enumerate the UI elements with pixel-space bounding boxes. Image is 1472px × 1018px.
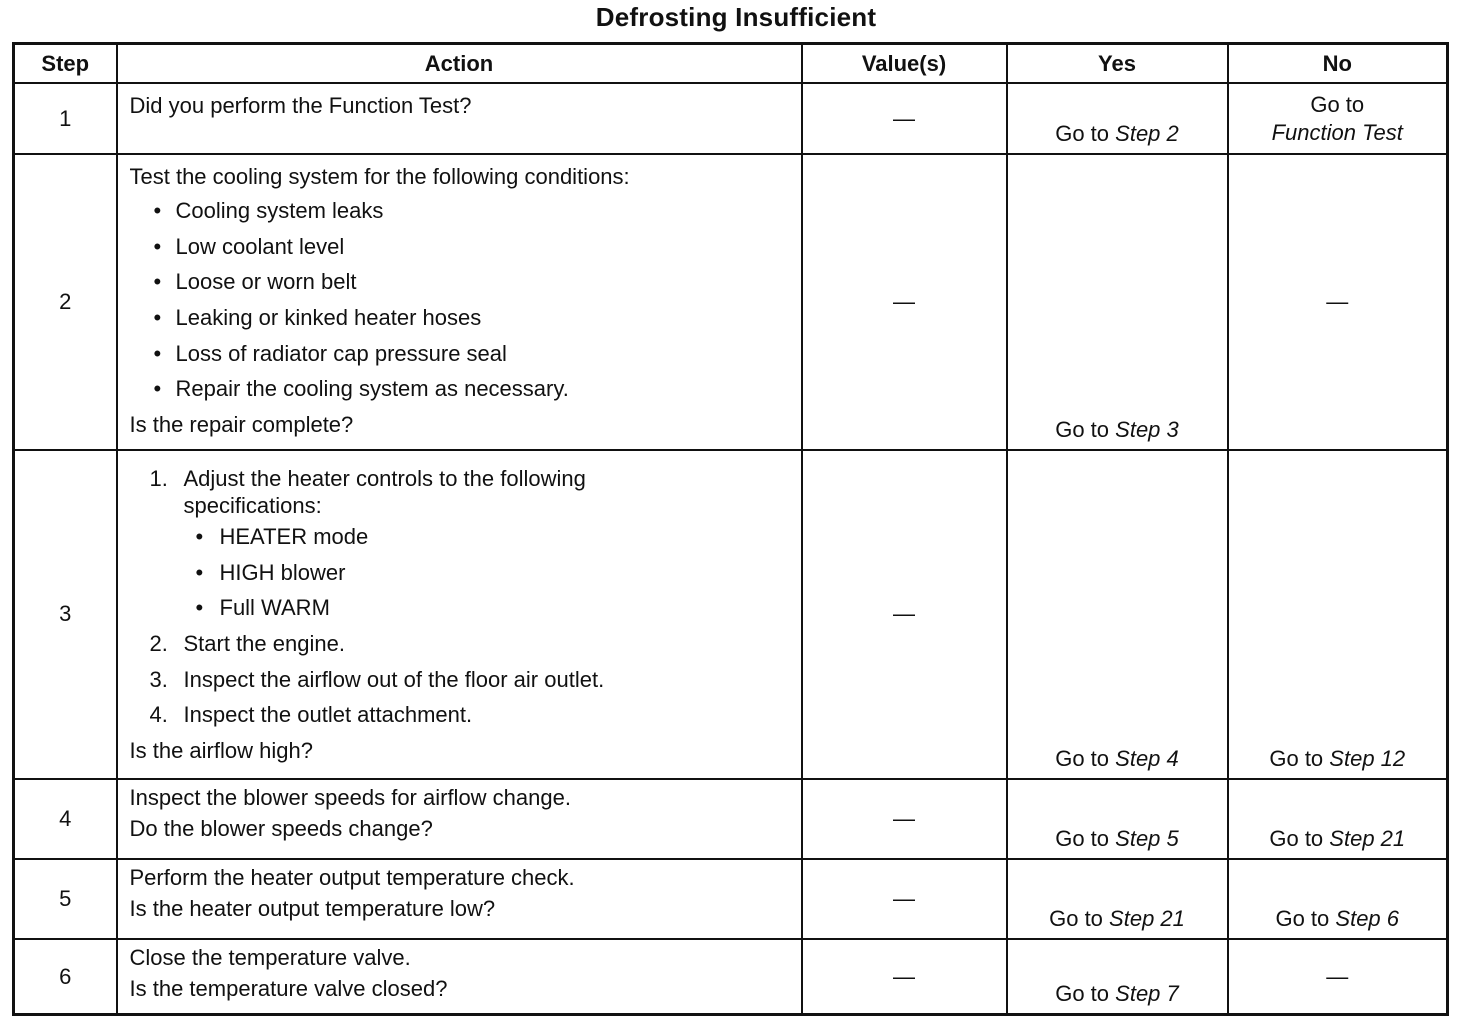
go-to-text: Go to [1055, 121, 1110, 146]
go-to-text: Go to [1310, 92, 1365, 117]
yes-cell [1007, 83, 1228, 154]
go-to-text: Go to [1055, 825, 1110, 851]
sub-bullet-item: • Full WARM [195, 595, 330, 621]
no-cell: — [1228, 939, 1448, 1015]
step-number: 2 [14, 154, 117, 450]
no-cell [1228, 83, 1448, 154]
sub-bullet-item: • HEATER mode [195, 523, 369, 549]
yes-cell [1007, 939, 1228, 1015]
no-step-link: Step 6 [1335, 905, 1400, 931]
go-to-text: Go to [1049, 905, 1103, 931]
go-to-text: Go to [1275, 905, 1330, 931]
action-text: Inspect the blower speeds for airflow change. [129, 784, 571, 810]
action-cell [117, 154, 802, 450]
go-to-text: Go to [1055, 416, 1110, 442]
action-cell [117, 859, 802, 939]
bullet-item: • Cooling system leaks [153, 198, 384, 223]
bullet-item: • Repair the cooling system as necessary. [153, 376, 569, 402]
numbered-item-continuation: specifications: [183, 492, 322, 518]
value-cell: — [802, 154, 1007, 450]
yes-step-link: Step 4 [1115, 745, 1179, 771]
no-cell [1228, 779, 1448, 859]
step-number: 6 [14, 939, 117, 1015]
action-cell [117, 450, 802, 779]
action-cell [117, 779, 802, 859]
question-text: Is the heater output temperature low? [129, 895, 496, 921]
yes-step-link: Step 3 [1115, 416, 1179, 442]
action-text: Close the temperature valve. [129, 944, 411, 970]
value-cell: — [802, 450, 1007, 779]
question-text: Is the temperature valve closed? [129, 975, 448, 1001]
go-to-text: Go to [1055, 981, 1110, 1007]
bullet-item: • Loose or worn belt [153, 269, 357, 295]
action-cell [117, 83, 802, 154]
no-step-link: Function Test [1271, 120, 1403, 145]
table-row [14, 939, 1448, 1015]
col-header-yes: Yes [1007, 44, 1228, 84]
diagnostic-table [12, 42, 1449, 1016]
col-header-no: No [1228, 44, 1448, 84]
table-row [14, 859, 1448, 939]
action-text: Perform the heater output temperature check. [129, 864, 575, 890]
yes-step-link: Step 7 [1115, 981, 1179, 1007]
question-text: Do the blower speeds change? [129, 815, 433, 841]
yes-cell [1007, 450, 1228, 779]
go-to-text: Go to [1269, 825, 1324, 851]
step-number: 4 [14, 779, 117, 859]
yes-cell [1007, 154, 1228, 450]
no-cell [1228, 859, 1448, 939]
no-step-link: Step 21 [1329, 825, 1406, 851]
numbered-item: 1. Adjust the heater controls to the following [149, 465, 586, 491]
numbered-item: 4. Inspect the outlet attachment. [149, 702, 473, 728]
value-cell: — [802, 859, 1007, 939]
value-cell: — [802, 83, 1007, 154]
numbered-item: 3. Inspect the airflow out of the floor air outlet. [149, 666, 605, 692]
yes-step-link: Step 5 [1115, 825, 1179, 851]
col-header-action: Action [117, 44, 802, 84]
page-title: Defrosting Insufficient [595, 2, 877, 32]
action-text: Test the cooling system for the following conditions: [129, 164, 630, 189]
sub-bullet-item: • HIGH blower [195, 559, 346, 585]
step-number: 1 [14, 83, 117, 154]
yes-step-link: Step 2 [1115, 121, 1179, 146]
header-row [14, 44, 1448, 84]
no-cell: — [1228, 154, 1448, 450]
no-step-link: Step 12 [1329, 745, 1406, 771]
yes-cell [1007, 859, 1228, 939]
no-cell [1228, 450, 1448, 779]
table-row [14, 154, 1448, 450]
step-number: 5 [14, 859, 117, 939]
bullet-item: • Low coolant level [153, 233, 345, 259]
question-text: Is the repair complete? [129, 412, 354, 438]
yes-step-link: Step 21 [1109, 905, 1185, 931]
bullet-item: • Leaking or kinked heater hoses [153, 305, 482, 331]
action-text: Did you perform the Function Test? [129, 93, 472, 118]
table-row [14, 779, 1448, 859]
table-row [14, 83, 1448, 154]
action-cell [117, 939, 802, 1015]
value-cell: — [802, 939, 1007, 1015]
go-to-text: Go to [1055, 745, 1110, 771]
step-number: 3 [14, 450, 117, 779]
question-text: Is the airflow high? [129, 737, 313, 763]
yes-cell [1007, 779, 1228, 859]
bullet-item: • Loss of radiator cap pressure seal [153, 340, 507, 366]
go-to-text: Go to [1269, 745, 1324, 771]
col-header-values: Value(s) [802, 44, 1007, 84]
value-cell: — [802, 779, 1007, 859]
col-header-step: Step [14, 44, 117, 84]
numbered-item: 2. Start the engine. [149, 630, 345, 656]
table-row [14, 450, 1448, 779]
